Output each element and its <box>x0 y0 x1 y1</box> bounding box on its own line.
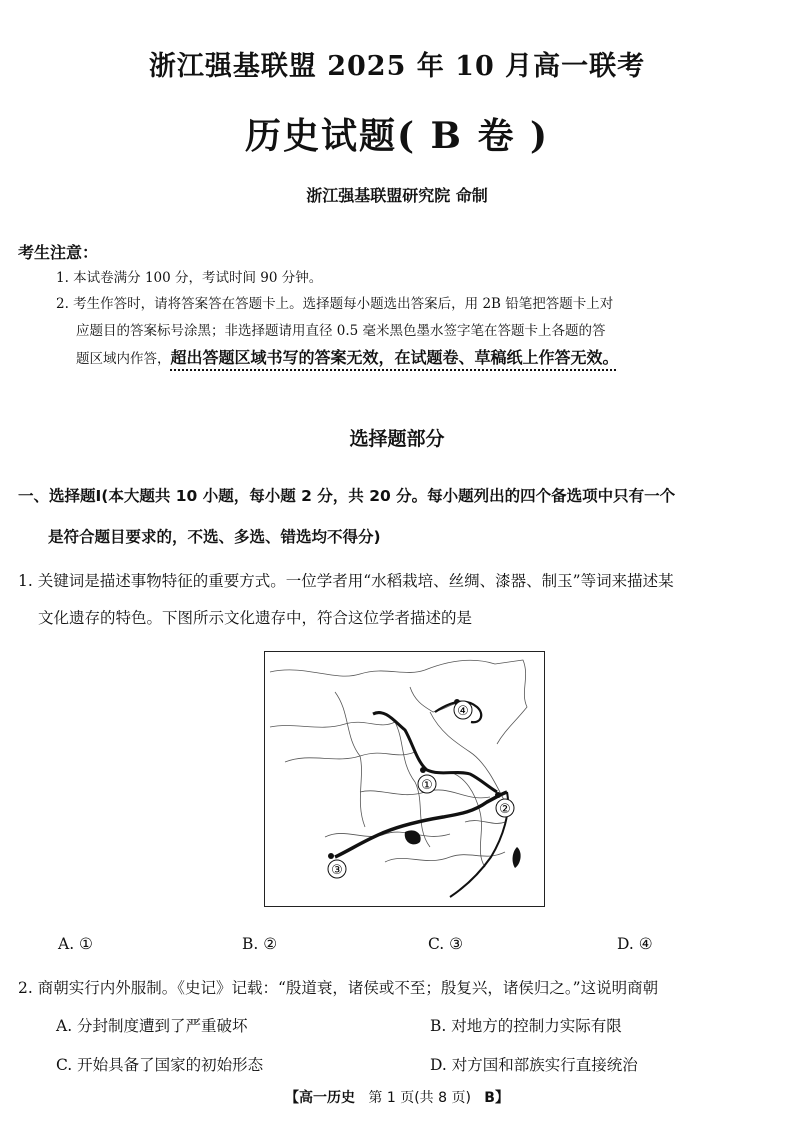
notice-item-2-line-2: 应题目的答案标号涂黑；非选择题请用直径 0.5 毫米黑色墨水签字笔在答题卡上各题的答 <box>76 323 606 339</box>
exam-subtitle: 历史试题( B 卷 ) <box>244 115 550 157</box>
part-heading-line-2: 是符合题目要求的，不选、多选、错选均不得分) <box>48 528 381 546</box>
page-footer <box>0 1087 794 1107</box>
part-heading-line-1: 一、选择题Ⅰ(本大题共 10 小题，每小题 2 分，共 20 分。每小题列出的四个备选项中只有一个 <box>18 487 676 505</box>
site-marker-2 <box>495 792 514 817</box>
china-map <box>265 652 543 905</box>
notice-item-2-line-1: 2. 考生作答时，请将答案答在答题卡上。选择题每小题选出答案后，用 2B 铅笔把答题卡上对 <box>56 296 614 312</box>
question-1-stem-line-2: 文化遗存的特色。下图所示文化遗存中，符合这位学者描述的是 <box>38 609 473 627</box>
notice-emphasis: 超出答题区域书写的答案无效，在试题卷、草稿纸上作答无效。 <box>170 348 619 367</box>
q1-option-b[interactable]: B. ② <box>242 935 278 953</box>
marker-label-3: ③ <box>331 863 343 878</box>
q1-option-c[interactable]: C. ③ <box>428 935 464 953</box>
notice-plain-text: 题区域内作答， <box>76 351 171 367</box>
q2-option-b[interactable]: B. 对地方的控制力实际有限 <box>430 1017 622 1035</box>
china-map-figure <box>264 651 545 907</box>
marker-label-4: ④ <box>457 704 469 719</box>
question-1-stem-line-1: 1. 关键词是描述事物特征的重要方式。一位学者用“水稻栽培、丝绸、漆器、制玉”等词来描述某 <box>18 572 674 590</box>
lake-poyang <box>405 830 421 844</box>
q2-option-a[interactable]: A. 分封制度遭到了严重破坏 <box>56 1017 248 1035</box>
marker-label-2: ② <box>499 802 511 817</box>
province-borders <box>270 660 527 867</box>
exam-title: 浙江强基联盟 2025 年 10 月高一联考 <box>148 51 646 82</box>
q1-option-d[interactable]: D. ④ <box>617 935 653 953</box>
taiwan-island <box>513 847 521 868</box>
footer-label: 【高一历史 <box>285 1090 356 1106</box>
marker-label-1: ① <box>421 778 433 793</box>
compiler-line: 浙江强基联盟研究院 命制 <box>306 186 488 205</box>
q2-option-c[interactable]: C. 开始具备了国家的初始形态 <box>56 1056 264 1074</box>
footer-version: B】 <box>484 1090 509 1106</box>
section-title: 选择题部分 <box>349 428 445 450</box>
notice-item-1: 1. 本试卷满分 100 分，考试时间 90 分钟。 <box>56 270 323 286</box>
footer-page-number: 第 1 页(共 8 页) <box>368 1090 471 1106</box>
notice-item-2-line-3 <box>76 348 619 369</box>
question-2-stem: 2. 商朝实行内外服制。《史记》记载：“殷道衰，诸侯或不至；殷复兴，诸侯归之。”这说明商朝 <box>18 979 659 997</box>
q2-option-d[interactable]: D. 对方国和部族实行直接统治 <box>430 1056 638 1074</box>
notice-heading: 考生注意： <box>18 243 99 262</box>
q1-option-a[interactable]: A. ① <box>58 935 93 953</box>
